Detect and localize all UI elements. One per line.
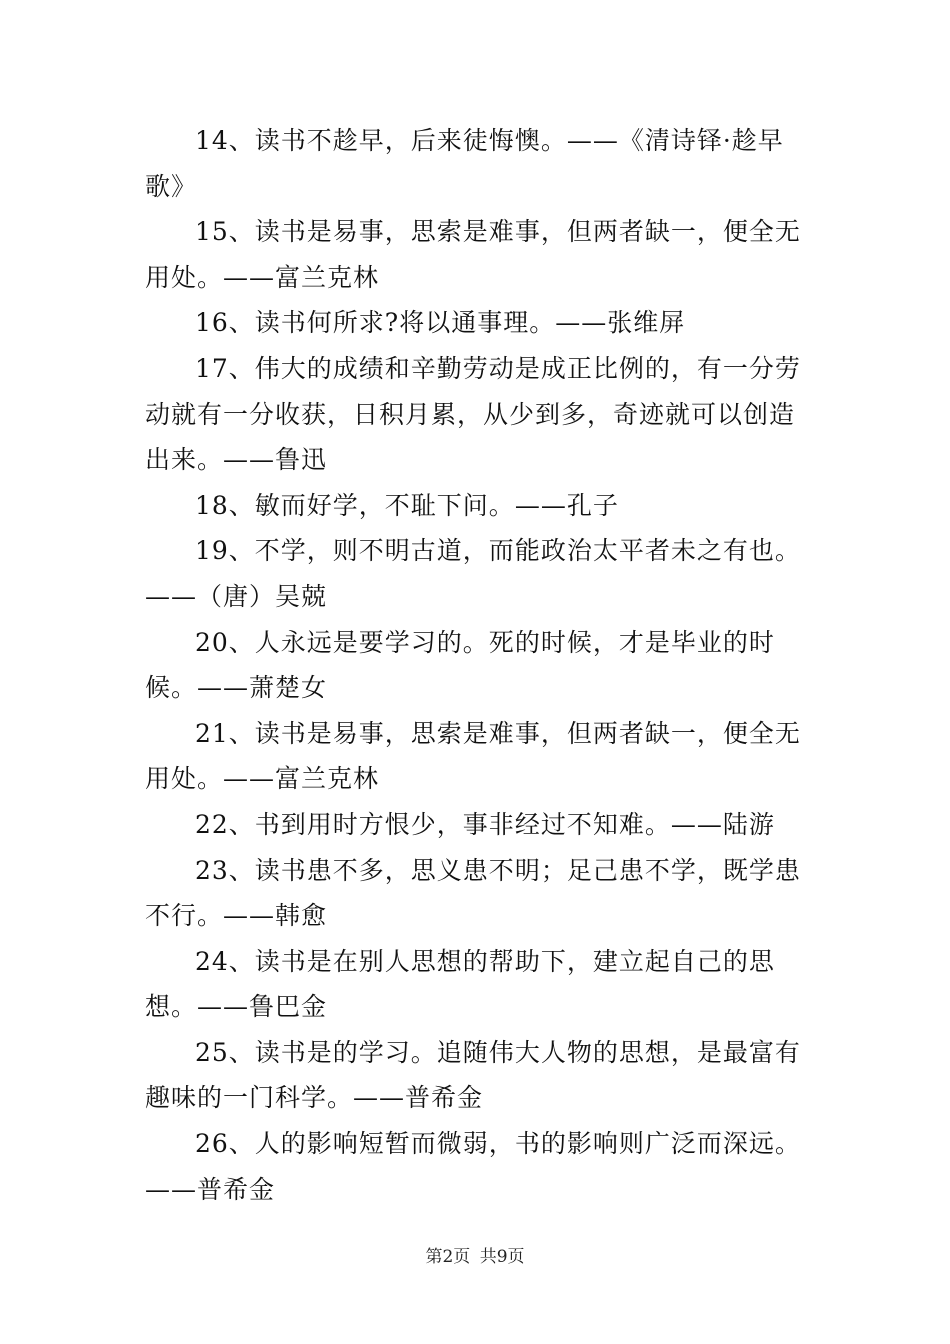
- quote-paragraph: 24、读书是在别人思想的帮助下，建立起自己的思想。——鲁巴金: [145, 946, 775, 1022]
- quote-paragraph: 20、人永远是要学习的。死的时候，才是毕业的时候。——萧楚女: [145, 627, 775, 703]
- quote-paragraph: 19、不学，则不明古道，而能政治太平者未之有也。——（唐）吴兢: [145, 536, 801, 611]
- document-body: [145, 118, 815, 1212]
- quote-paragraph: 18、敏而好学，不耻下问。——孔子: [195, 490, 619, 520]
- quote-paragraph: 21、读书是易事，思索是难事，但两者缺一，便全无用处。——富兰克林: [145, 718, 801, 794]
- page-number: 第2页: [425, 1247, 471, 1267]
- page-footer: [0, 1242, 950, 1267]
- quote-paragraph: 16、读书何所求?将以通事理。——张维屏: [195, 308, 686, 338]
- quote-paragraph: 17、伟大的成绩和辛勤劳动是成正比例的，有一分劳动就有一分收获，日积月累，从少到多，奇迹就可以创造出来。——鲁迅: [145, 353, 801, 475]
- quote-paragraph: 23、读书患不多，思义患不明；足己患不学，既学患不行。——韩愈: [145, 855, 801, 931]
- quote-paragraph: 26、人的影响短暂而微弱，书的影响则广泛而深远。——普希金: [145, 1129, 801, 1204]
- page-total: 共9页: [479, 1247, 525, 1267]
- quote-paragraph: 15、读书是易事，思索是难事，但两者缺一，便全无用处。——富兰克林: [145, 217, 801, 292]
- quote-paragraph: 14、读书不趁早，后来徒悔懊。——《清诗铎·趁早歌》: [145, 126, 784, 201]
- quote-paragraph: 22、书到用时方恨少，事非经过不知难。——陆游: [195, 809, 775, 839]
- quote-paragraph: 25、读书是的学习。追随伟大人物的思想，是最富有趣味的一门科学。——普希金: [145, 1037, 801, 1113]
